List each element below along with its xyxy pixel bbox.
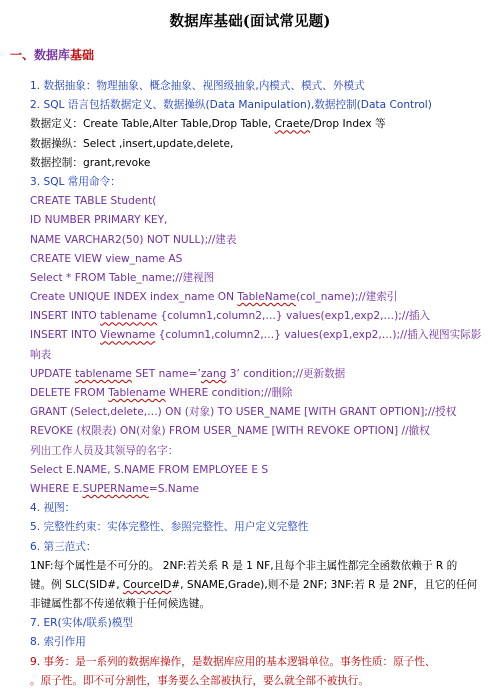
code-line: CREATE TABLE Student(	[30, 195, 157, 208]
text-line: 非键属性都不传递依赖于任何候选键。	[30, 598, 211, 611]
document-body	[30, 77, 492, 691]
text-line: 4. 视图：	[30, 502, 76, 515]
text-line: 3. SQL 常用命令：	[30, 175, 121, 188]
text-line: 7. ER(实体/联系)模型	[30, 617, 133, 630]
code-line: NAME VARCHAR2(50) NOT NULL);//建表	[30, 233, 237, 246]
text-line: 1. 数据抽象：物理抽象、概念抽象、视图级抽象,内模式、模式、外模式	[30, 80, 365, 92]
code-line: ID NUMBER PRIMARY KEY,	[30, 214, 168, 227]
flagged-term: tablename	[100, 310, 157, 323]
text-line: 8. 索引作用	[30, 636, 86, 649]
code-line: Select E.NAME, S.NAME FROM EMPLOYEE E S	[30, 463, 269, 476]
flagged-term: Viewname	[100, 329, 156, 342]
text-line: 键。例 SLC(SID#, CourceID#, SNAME,Grade),则不是 2NF; 3NF:若 R 是 2NF，且它的任何	[30, 578, 478, 591]
text-line: 数据控制：grant,revoke	[30, 156, 151, 169]
code-line: 响表	[30, 348, 52, 361]
code-line: INSERT INTO Viewname {column1,column2,…} values(exp1,exp2,…);//插入视图实际影	[30, 329, 482, 342]
code-line: WHERE E.SUPERName=S.Name	[30, 482, 200, 495]
text-line: 2. SQL 语言包括数据定义、数据操纵(Data Manipulation),数据控制(Data Control)	[30, 99, 432, 112]
text-line: 6. 第三范式：	[30, 540, 97, 553]
section-suffix: 基础	[70, 48, 95, 62]
code-line: UPDATE tablename SET name=’zang 3’ condition;//更新数据	[30, 367, 346, 380]
text-line: 1NF:每个属性是不可分的。 2NF:若关系 R 是 1 NF,且每个非主属性都完全函数依赖于 R 的	[30, 559, 458, 572]
text-line: 数据定义：Create Table,Alter Table,Drop Table, Craete/Drop Index 等	[30, 118, 386, 131]
section-prefix: 一、	[10, 48, 35, 62]
section-heading	[10, 46, 94, 63]
flagged-term: CourceID	[122, 578, 172, 591]
code-line: REVOKE (权限表) ON(对象) FROM USER_NAME [WITH REVOKE OPTION] //撤权	[30, 425, 430, 438]
flagged-term: Craete	[274, 118, 311, 131]
code-line: Create UNIQUE INDEX index_name ON TableName(col_name);//建索引	[30, 291, 398, 304]
text-line: 5. 完整性约束：实体完整性、参照完整性、用户定义完整性	[30, 521, 309, 534]
code-line: DELETE FROM Tablename WHERE condition;//删除	[30, 387, 293, 399]
flagged-term: Tablename	[108, 387, 166, 399]
page-title: 数据库基础(面试常见题)	[169, 13, 331, 30]
section-highlight: 数据库	[34, 48, 71, 62]
text-line: 9. 事务：是一系列的数据库操作，是数据库应用的基本逻辑单位。事务性质：原子性、	[30, 655, 436, 668]
text-line: 。原子性。即不可分割性，事务要么全部被执行，要么就全部不被执行。	[30, 674, 369, 687]
flagged-term: TableName	[237, 291, 297, 304]
code-line: Select * FROM Table_name;//建视图	[30, 271, 215, 284]
text-line: 数据操纵：Select ,insert,update,delete,	[30, 137, 234, 150]
flagged-term: tablename	[75, 367, 132, 380]
flagged-term: zang	[200, 367, 227, 380]
code-line: GRANT (Select,delete,…) ON (对象) TO USER_NAME [WITH GRANT OPTION];//授权	[30, 406, 457, 419]
code-line: CREATE VIEW view_name AS	[30, 252, 183, 265]
text-line: 列出工作人员及其领导的名字：	[30, 444, 179, 457]
code-line: INSERT INTO tablename {column1,column2,…} values(exp1,exp2,…);//插入	[30, 310, 431, 323]
flagged-term: SUPERName	[82, 482, 149, 495]
